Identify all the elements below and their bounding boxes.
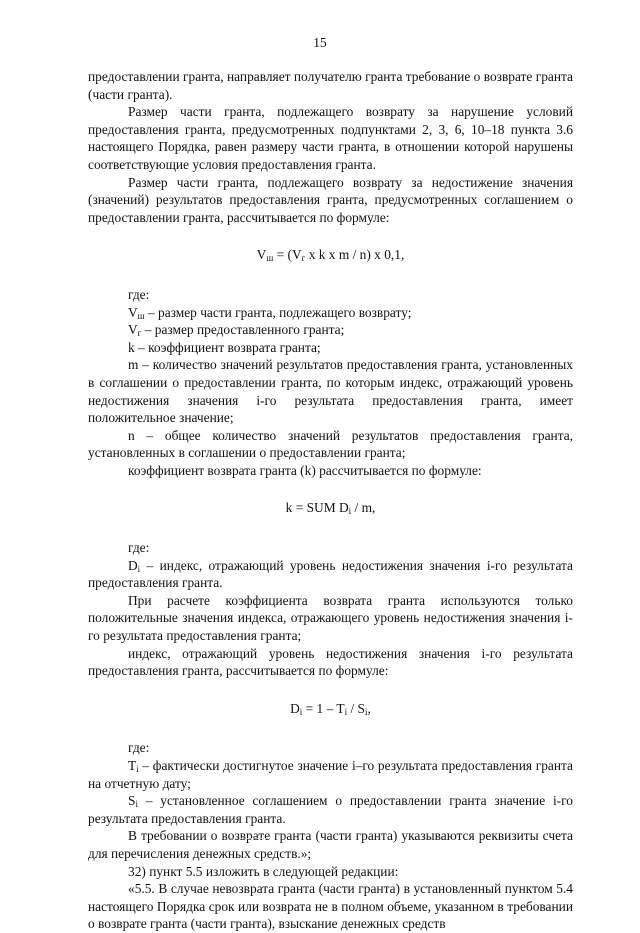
page-number: 15 — [313, 35, 327, 50]
paragraph-nonachievement-refund: Размер части гранта, подлежащего возврату за недостижение значения (значений) результатов предоставления гранта, предусмотренных соглашением о предоставлении гранта, рассчитывается по формуле: — [88, 174, 573, 225]
paragraph-positive-values: При расчете коэффициента возврата гранта используются только положительные значения индекса, отражающего уровень недостижения значения i-го результата предоставления гранта; — [88, 592, 573, 644]
definition-vg: $V_г$ – размер предоставленного гранта; — [128, 322, 345, 339]
definition-di: $D_i$ – индекс, отражающий уровень недостижения значения i-го результата предоставления гранта. — [88, 557, 573, 591]
definition-si: $S_i$ – установленное соглашением о предоставлении гранта значение i-го результата предоставления гранта. — [88, 793, 573, 826]
where-label: где: — [128, 740, 150, 756]
where-label: где: — [128, 286, 150, 302]
definition-n: n – общее количество значений результатов предоставления гранта, установленных в соглашении о предоставлении гранта; — [88, 427, 573, 461]
formula-index: $D_i = 1 - T_i / S_i$, — [290, 700, 371, 717]
definition-vsh: $V_ш$ – размер части гранта, подлежащего возврату; — [128, 304, 412, 321]
paragraph-requisites: В требовании о возврате гранта (части гранта) указываются реквизиты счета для перечисления денежных средств.»; — [88, 828, 573, 861]
paragraph-coefficient: коэффициент возврата гранта (k) рассчитывается по формуле: — [128, 462, 482, 478]
paragraph-continuation: предоставлении гранта, направляет получателю гранта требование о возврате гранта (части гранта). — [88, 69, 573, 102]
definition-ti: $T_i$ – фактически достигнутое значение i–го результата предоставления гранта на отчетную дату; — [88, 758, 573, 791]
document-body — [88, 68, 573, 933]
where-label: где: — [128, 540, 150, 556]
paragraph-clause-5-5: «5.5. В случае невозврата гранта (части гранта) в установленный пунктом 5.4 настоящего Порядка срок или возврата не в полном объеме, указанном в требовании о возврате гранта (части гранта), взыскание денежных средств — [88, 881, 573, 932]
paragraph-violation-refund: Размер части гранта, подлежащего возврату за нарушение условий предоставления гранта, предусмотренных подпунктами 2, 3, 6, 10–18 пункта 3.6 настоящего Порядка, равен размеру части гранта, в отношении которой нарушены соответствующие условия предоставления гранта. — [88, 104, 573, 172]
definition-m: m – количество значений результатов предоставления гранта, установленных в соглашении о предоставлении гранта, по которым индекс, отражающий уровень недостижения значения i-го результата предоставления гранта, имеет положительное значение; — [88, 357, 573, 426]
definition-k: k – коэффициент возврата гранта; — [128, 339, 321, 355]
scan-artifact — [230, 838, 270, 841]
paragraph-item-32: 32) пункт 5.5 изложить в следующей редакции: — [128, 863, 399, 879]
paragraph-index: индекс, отражающий уровень недостижения значения i-го результата предоставления гранта, рассчитывается по формуле: — [88, 645, 573, 679]
formula-coefficient: k = SUM $D_i$ / m, — [285, 500, 376, 517]
formula-refund-amount: $V_ш = (V_г$ x k x m / n) x 0,1, — [256, 247, 405, 264]
